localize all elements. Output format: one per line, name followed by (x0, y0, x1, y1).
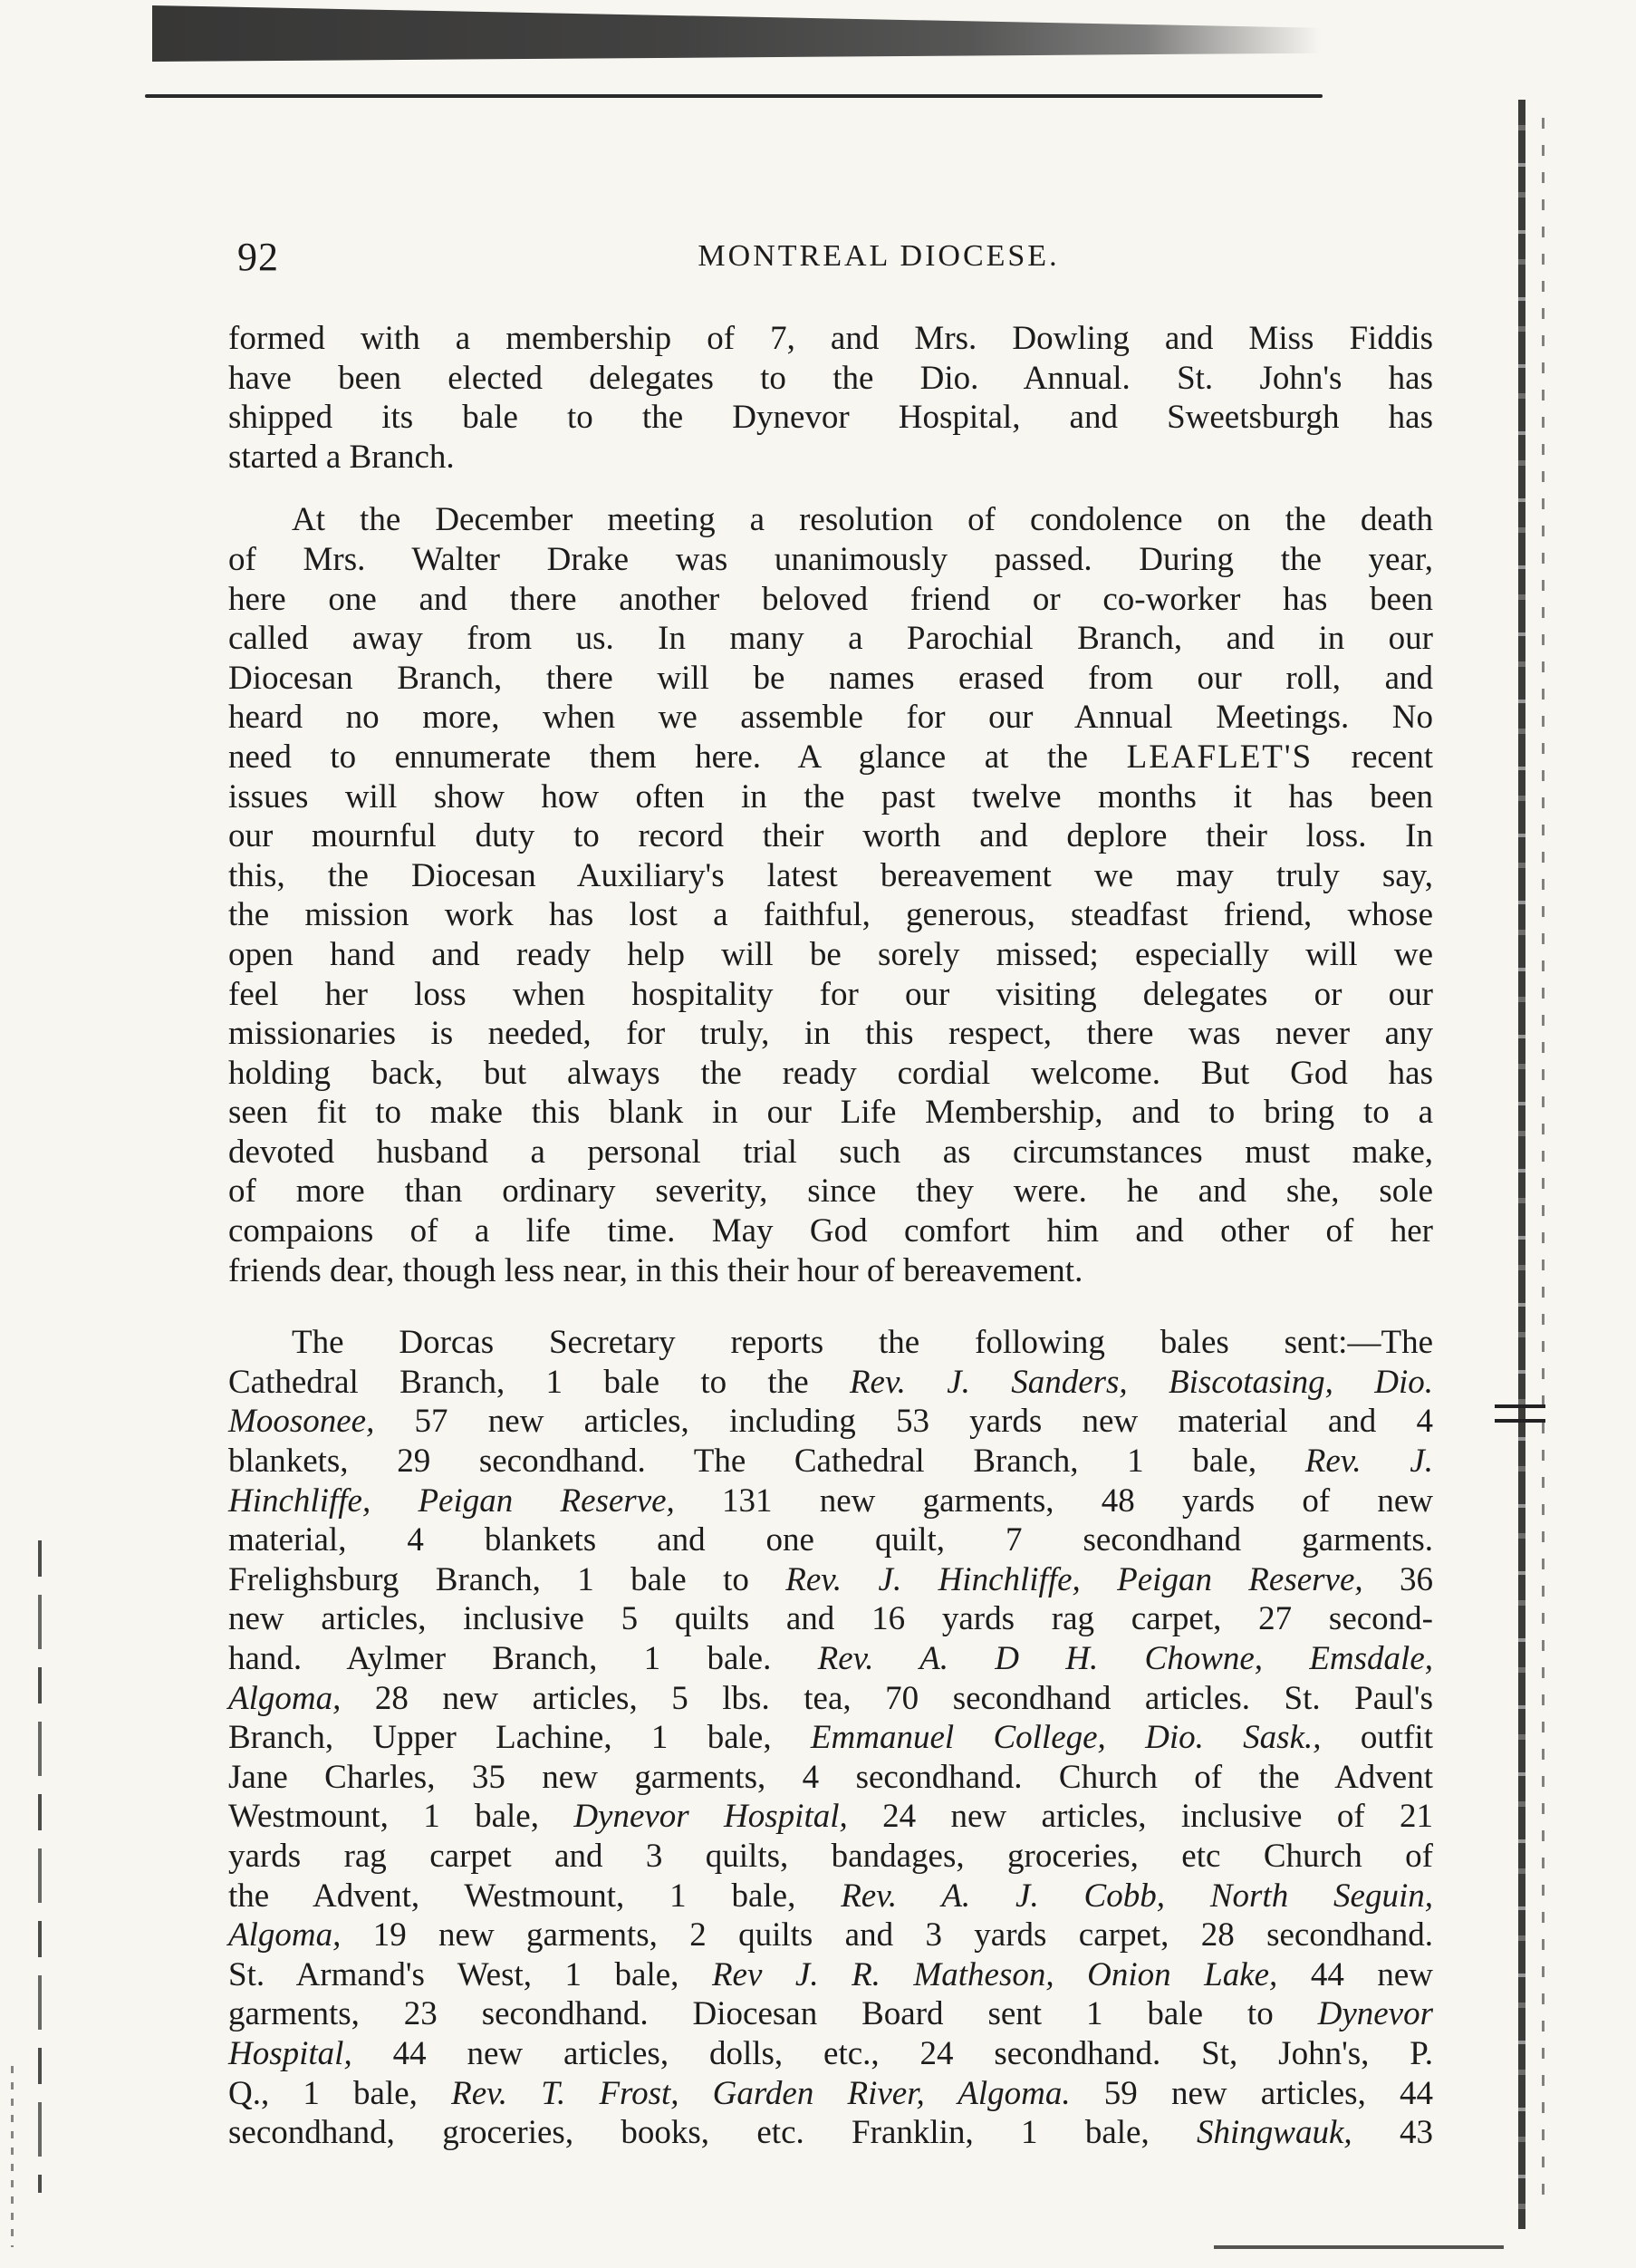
body-text (228, 319, 1433, 2153)
text-run: Q., 1 bale, (228, 2074, 452, 2112)
text-run: Cathedral Branch, 1 bale to the (228, 1363, 850, 1401)
text-run: 44 new articles, dolls, etc., 24 secondhand. St, John's, P. (351, 2034, 1433, 2072)
text-run: 24 new articles, inclusive of 21 (847, 1798, 1433, 1836)
italic-run: Dynevor Hospital, (573, 1798, 848, 1836)
text-line (228, 1797, 1433, 1837)
italic-run: Rev. T. Frost, Garden River, Algoma. (451, 2074, 1071, 2112)
italic-run: Rev. A. D H. Chowne, Emsdale, (817, 1640, 1434, 1677)
top-rule (145, 94, 1323, 98)
text-line (228, 1402, 1433, 1442)
text-line: seen fit to make this blank in our Life Membership, and to bring to a (228, 1094, 1433, 1132)
text-line (228, 1323, 1433, 1363)
text-line: have been elected delegates to the Dio. Annual. St. John's has (228, 359, 1433, 397)
italic-run: Algoma, (228, 1916, 342, 1954)
paragraph-2 (228, 500, 1433, 1290)
italic-run: Rev. J. (1304, 1443, 1433, 1481)
text-run: 59 new articles, 44 (1070, 2074, 1433, 2112)
text-line: heard no more, when we assemble for our Annual Meetings. No (228, 699, 1433, 737)
text-line: feel her loss when hospitality for our visiting delegates or our (228, 975, 1433, 1013)
text-run: Branch, Upper Lachine, 1 bale, (228, 1719, 811, 1757)
text-line: devoted husband a personal trial such as circumstances must make, (228, 1133, 1433, 1171)
text-line: our mournful duty to record their worth and deplore their loss. In (228, 817, 1433, 855)
text-line (228, 1520, 1433, 1560)
bottom-rule (1214, 2245, 1504, 2249)
italic-run: Moosonee, (228, 1403, 375, 1441)
text-run: the Advent, Westmount, 1 bale, (228, 1877, 842, 1915)
binding-mark (1495, 1404, 1545, 1423)
text-line: Diocesan Branch, there will be names erased from our roll, and (228, 659, 1433, 697)
binding-edge-shadow (1542, 118, 1545, 2202)
text-run: new articles, inclusive 5 quilts and 16 yards rag carpet, 27 second- (228, 1600, 1433, 1638)
text-line (228, 2113, 1433, 2153)
text-line (228, 1758, 1433, 1798)
text-line: called away from us. In many a Parochial Branch, and in our (228, 620, 1433, 658)
text-line (228, 1639, 1433, 1679)
text-line (228, 1955, 1433, 1995)
text-line (228, 1877, 1433, 1916)
italic-run: Rev. J. Sanders, Biscotasing, Dio. (849, 1363, 1433, 1401)
text-run: outfit (1321, 1719, 1433, 1757)
italic-run: Rev. A. J. Cobb, North Seguin, (841, 1877, 1433, 1915)
text-line (228, 1679, 1433, 1719)
text-line: holding back, but always the ready cordial welcome. But God has (228, 1054, 1433, 1092)
text-line: compaions of a life time. May God comfort him and other of her (228, 1212, 1433, 1250)
text-line (228, 1599, 1433, 1639)
running-head: MONTREAL DIOCESE. (698, 239, 1060, 273)
text-run: Jane Charles, 35 new garments, 4 secondhand. Church of the Advent (228, 1758, 1433, 1796)
text-run: material, 4 blankets and one quilt, 7 secondhand garments. (228, 1521, 1433, 1559)
text-line: this, the Diocesan Auxiliary's latest bereavement we may truly say, (228, 856, 1433, 894)
text-line: issues will show how often in the past twelve months it has been (228, 777, 1433, 816)
text-line: here one and there another beloved friend or co-worker has been (228, 580, 1433, 618)
text-line: the mission work has lost a faithful, generous, steadfast friend, whose (228, 896, 1433, 934)
text-line (228, 1994, 1433, 2034)
text-run: 44 new (1277, 1955, 1433, 1993)
text-run: recent (1313, 738, 1434, 776)
text-run: 28 new articles, 5 lbs. tea, 70 secondhand articles. St. Paul's (341, 1679, 1433, 1717)
text-line: friends dear, though less near, in this their hour of bereavement. (228, 1251, 1083, 1289)
text-line: of Mrs. Walter Drake was unanimously passed. During the year, (228, 540, 1433, 578)
text-run: secondhand, groceries, books, etc. Franklin, 1 bale, (228, 2114, 1198, 2152)
text-line (228, 1442, 1433, 1481)
italic-run: Hinchliffe, Peigan Reserve, (228, 1481, 675, 1520)
text-line (228, 2074, 1433, 2114)
left-margin-artifact (38, 1540, 42, 2193)
left-margin-artifact-lower (11, 2066, 14, 2247)
binding-edge (1518, 100, 1525, 2229)
text-line: open hand and ready help will be sorely missed; especially will we (228, 935, 1433, 973)
text-run: yards rag carpet and 3 quilts, bandages, groceries, etc Church of (228, 1837, 1433, 1875)
text-line: of more than ordinary severity, since they were. he and she, sole (228, 1173, 1433, 1211)
text-run: 131 new garments, 48 yards of new (674, 1481, 1434, 1520)
text-run: blankets, 29 secondhand. The Cathedral Branch, 1 bale, (228, 1443, 1305, 1481)
text-line (228, 738, 1433, 777)
text-line (228, 1560, 1433, 1600)
text-run: St. Armand's West, 1 bale, (228, 1955, 712, 1993)
text-run: garments, 23 secondhand. Diocesan Board sent 1 bale to (228, 1995, 1318, 2033)
text-run: Frelighsburg Branch, 1 bale to (228, 1560, 786, 1598)
paragraph-3 (228, 1323, 1433, 2152)
text-line: started a Branch. (228, 438, 455, 476)
text-run: 36 (1362, 1560, 1434, 1598)
text-run: hand. Aylmer Branch, 1 bale. (228, 1640, 818, 1677)
italic-run: Algoma, (228, 1679, 342, 1717)
text-line (228, 1916, 1433, 1955)
text-run: need to ennumerate them here. A glance at the (228, 738, 1089, 776)
text-line: shipped its bale to the Dynevor Hospital, and Sweetsburgh has (228, 399, 1433, 437)
scan-smudge (152, 5, 1321, 62)
leaflet-title: LEAFLET'S (1126, 738, 1314, 776)
italic-run: Dynevor (1317, 1995, 1433, 2033)
text-run: 43 (1352, 2114, 1433, 2152)
italic-run: Emmanuel College, Dio. Sask., (810, 1719, 1322, 1757)
text-line (228, 1363, 1433, 1403)
italic-run: Rev. J. Hinchliffe, Peigan Reserve, (785, 1560, 1363, 1598)
text-run: Westmount, 1 bale, (228, 1798, 574, 1836)
page-number: 92 (237, 235, 279, 279)
paragraph-1 (228, 319, 1433, 477)
italic-run: Shingwauk, (1197, 2114, 1352, 2152)
text-line: missionaries is needed, for truly, in this respect, there was never any (228, 1015, 1433, 1053)
text-line (228, 1718, 1433, 1758)
text-line (228, 1481, 1433, 1521)
text-line: At the December meeting a resolution of condolence on the death (292, 501, 1433, 539)
italic-run: Rev J. R. Matheson, Onion Lake, (711, 1955, 1278, 1993)
text-run: 19 new garments, 2 quilts and 3 yards carpet, 28 secondhand. (341, 1916, 1433, 1954)
text-run: The Dorcas Secretary reports the following bales sent:—The (292, 1324, 1433, 1362)
text-line (228, 2034, 1433, 2074)
italic-run: Hospital, (228, 2034, 352, 2072)
text-line (228, 1837, 1433, 1877)
text-line: formed with a membership of 7, and Mrs. Dowling and Miss Fiddis (228, 320, 1433, 357)
text-run: 57 new articles, including 53 yards new material and 4 (374, 1403, 1433, 1441)
